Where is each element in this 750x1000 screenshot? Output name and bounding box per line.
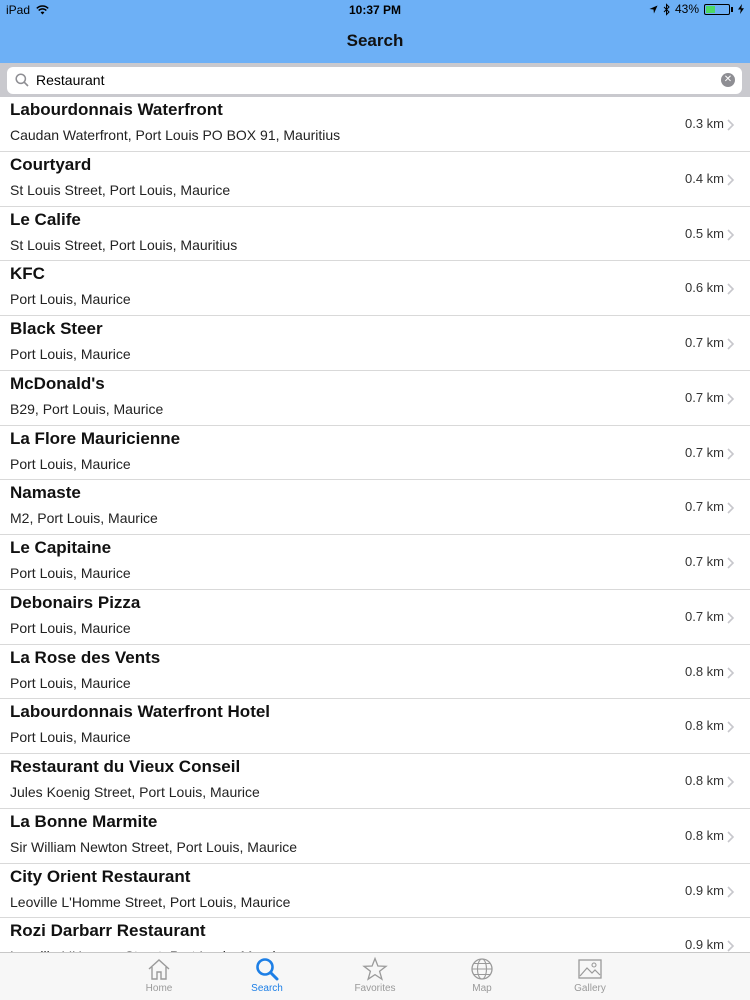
chevron-right-icon: [727, 557, 734, 569]
result-distance: 0.8 km: [684, 718, 724, 734]
result-name: Rozi Darbarr Restaurant: [10, 921, 206, 941]
globe-icon: [469, 957, 495, 981]
chevron-right-icon: [727, 448, 734, 460]
search-icon: [254, 957, 280, 981]
result-distance: 0.5 km: [684, 225, 724, 241]
result-row[interactable]: [0, 864, 750, 919]
result-address: Sir William Newton Street, Port Louis, Maurice: [10, 838, 298, 855]
result-address: St Louis Street, Port Louis, Mauritius: [10, 236, 238, 253]
result-address: B29, Port Louis, Maurice: [10, 400, 164, 417]
tab-favorites-label: Favorites: [354, 983, 396, 994]
chevron-right-icon: [727, 776, 734, 788]
result-row[interactable]: [0, 480, 750, 535]
result-address: Leoville L'Homme Street, Port Louis, Maurice: [10, 893, 291, 910]
result-address: Jules Koenig Street, Port Louis, Maurice: [10, 784, 260, 800]
result-address: Caudan Waterfront, Port Louis PO BOX 91, Mauritius: [10, 127, 341, 143]
tab-gallery[interactable]: [550, 957, 630, 994]
result-row[interactable]: [0, 426, 750, 481]
chevron-right-icon: [727, 940, 734, 952]
result-row[interactable]: [0, 699, 750, 754]
device-label: iPad: [6, 3, 31, 17]
result-distance: 0.6 km: [684, 280, 724, 296]
result-name: Restaurant du Vieux Conseil: [10, 757, 241, 776]
result-name: La Rose des Vents: [10, 647, 161, 667]
star-icon: [362, 957, 388, 981]
navigation-header: [0, 0, 750, 63]
search-input[interactable]: [36, 72, 716, 88]
chevron-right-icon: [727, 338, 734, 350]
tab-search[interactable]: [227, 957, 307, 994]
result-distance: 0.7 km: [684, 335, 724, 350]
result-row[interactable]: [0, 754, 750, 809]
result-name: Le Capitaine: [10, 538, 112, 557]
home-icon: [146, 957, 172, 981]
result-address: Port Louis, Maurice: [10, 291, 131, 308]
result-distance: 0.8 km: [684, 663, 724, 679]
result-name: Labourdonnais Waterfront Hotel: [10, 702, 271, 722]
search-field-container[interactable]: [7, 67, 742, 94]
result-name: Debonairs Pizza: [10, 592, 141, 612]
chevron-right-icon: [727, 886, 734, 898]
result-address: Port Louis, Maurice: [10, 346, 131, 362]
result-name: Black Steer: [10, 319, 103, 338]
chevron-right-icon: [727, 393, 734, 405]
result-row[interactable]: [0, 97, 750, 152]
result-address: Port Louis, Maurice: [10, 455, 131, 472]
result-name: KFC: [10, 264, 45, 284]
result-name: La Flore Mauricienne: [10, 428, 181, 448]
result-row[interactable]: [0, 316, 750, 371]
result-name: Namaste: [10, 483, 81, 503]
tab-map[interactable]: [442, 957, 522, 994]
chevron-right-icon: [727, 174, 734, 186]
battery-icon: [704, 4, 730, 15]
tab-home[interactable]: [119, 957, 199, 994]
result-distance: 0.7 km: [684, 499, 724, 515]
clear-search-button[interactable]: ✕: [721, 73, 735, 87]
result-distance: 0.7 km: [684, 608, 724, 624]
tab-favorites[interactable]: [335, 957, 415, 994]
chevron-right-icon: [727, 721, 734, 733]
chevron-right-icon: [727, 831, 734, 843]
result-name: Le Calife: [10, 209, 81, 229]
result-row[interactable]: [0, 809, 750, 864]
chevron-right-icon: [727, 612, 734, 624]
location-arrow-icon: [649, 5, 658, 14]
result-distance: 0.7 km: [684, 389, 724, 405]
result-distance: 0.7 km: [684, 444, 724, 460]
result-distance: 0.8 km: [684, 773, 724, 788]
result-address: St Louis Street, Port Louis, Maurice: [10, 181, 231, 198]
result-distance: 0.4 km: [684, 170, 724, 186]
status-time: 10:37 PM: [348, 3, 402, 17]
tab-bar: [0, 952, 750, 1000]
chevron-right-icon: [727, 283, 734, 295]
chevron-right-icon: [727, 229, 734, 241]
result-distance: 0.9 km: [684, 937, 724, 953]
result-name: City Orient Restaurant: [10, 866, 191, 886]
result-address: Port Louis, Maurice: [10, 674, 131, 691]
result-row[interactable]: [0, 152, 750, 207]
result-name: Labourdonnais Waterfront: [10, 100, 223, 119]
result-address: M2, Port Louis, Maurice: [10, 510, 158, 527]
search-bar: [0, 63, 750, 97]
result-row[interactable]: [0, 261, 750, 316]
gallery-icon: [577, 957, 603, 981]
result-address: Port Louis, Maurice: [10, 565, 131, 581]
tab-gallery-label: Gallery: [574, 983, 606, 994]
result-address: Port Louis, Maurice: [10, 729, 131, 746]
search-icon: [15, 73, 29, 87]
result-address: Port Louis, Maurice: [10, 619, 131, 636]
tab-map-label: Map: [472, 983, 492, 994]
results-list[interactable]: [0, 97, 750, 952]
result-row[interactable]: [0, 207, 750, 262]
battery-tip: [731, 7, 733, 12]
result-distance: 0.8 km: [684, 827, 724, 843]
tab-search-label: Search: [251, 983, 283, 994]
result-distance: 0.9 km: [684, 882, 724, 898]
result-row[interactable]: [0, 535, 750, 590]
result-row[interactable]: [0, 371, 750, 426]
charging-bolt-icon: [738, 4, 744, 14]
chevron-right-icon: [727, 502, 734, 514]
battery-percent: 43%: [674, 2, 699, 16]
page-title: Search: [346, 31, 404, 50]
status-bar: [0, 0, 750, 20]
result-row[interactable]: [0, 590, 750, 645]
chevron-right-icon: [727, 119, 734, 131]
result-name: McDonald's: [10, 373, 105, 393]
result-name: Courtyard: [10, 154, 92, 174]
result-row[interactable]: [0, 645, 750, 700]
tab-home-label: Home: [145, 983, 173, 994]
chevron-right-icon: [727, 667, 734, 679]
bluetooth-icon: [663, 4, 670, 15]
result-name: La Bonne Marmite: [10, 811, 158, 831]
result-distance: 0.7 km: [684, 554, 724, 569]
result-distance: 0.3 km: [684, 116, 724, 131]
